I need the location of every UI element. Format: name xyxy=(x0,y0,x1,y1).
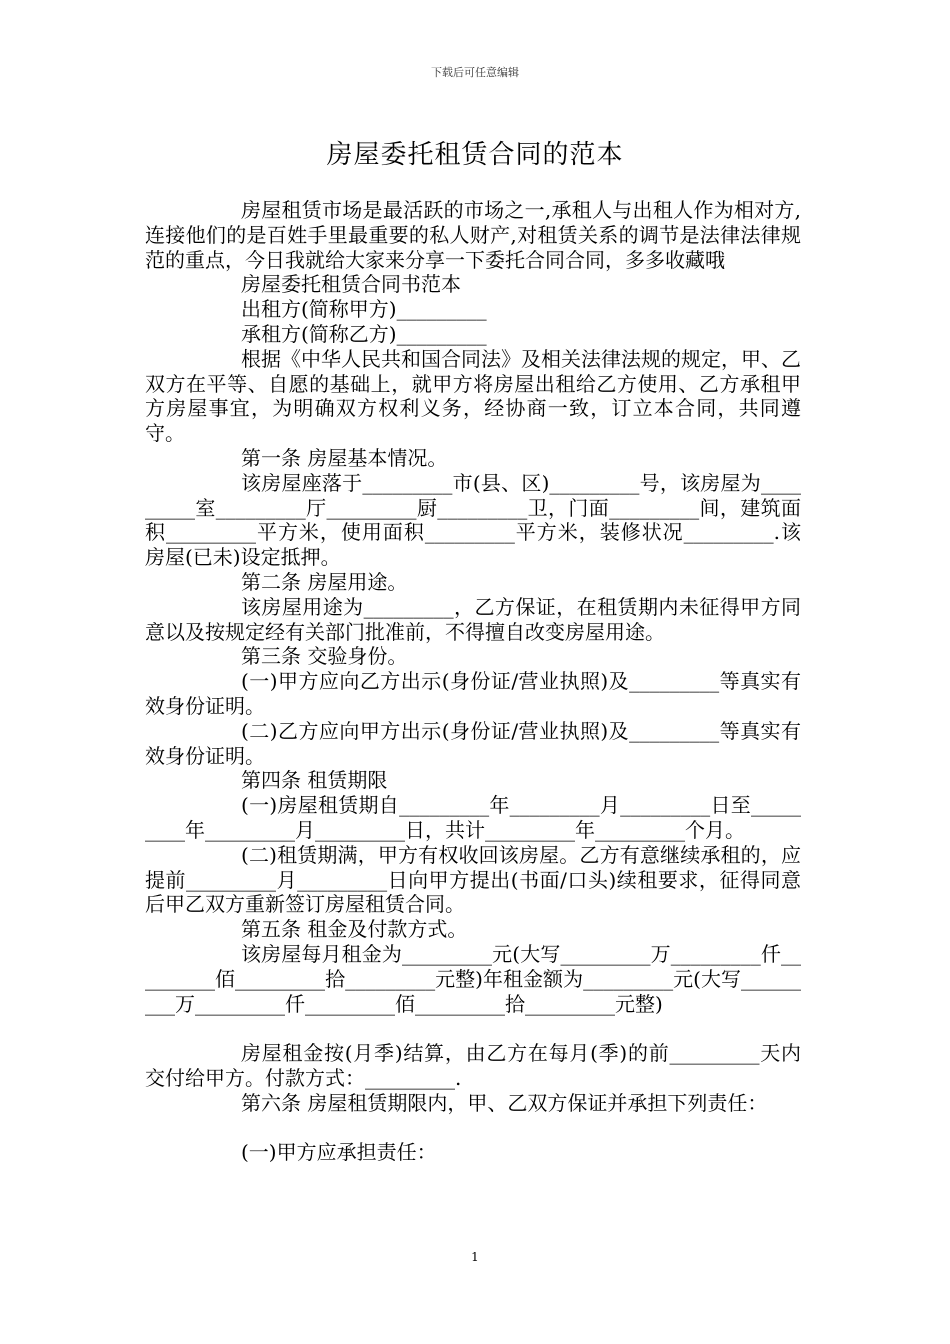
article-1-heading: 第一条 房屋基本情况。 xyxy=(241,445,448,470)
article-2-body: 该房屋用途为_________，乙方保证，在租赁期内未征得甲方同意以及按规定经有关部门批准前，不得擅自改变房屋用途。 xyxy=(145,594,801,644)
lessee-line: 承租方(简称乙方)_________ xyxy=(241,321,487,346)
document-body xyxy=(145,198,801,1165)
header-note: 下载后可任意编辑 xyxy=(431,66,519,79)
article-1-body: 该房屋座落于_________市(县、区)_________号，该房屋为_________室_________厅_________厨_________卫，门面_________间，建筑面积_________平方米，使用面积_________平方米，装修状况_________.该房屋(已未)设定抵押。 xyxy=(145,470,801,570)
article-3-clause-2: (二)乙方应向甲方出示(身份证/营业执照)及_________等真实有效身份证明。 xyxy=(145,718,801,768)
article-4-clause-1: (一)房屋租赁期自_________年_________月_________日至_________年_________月_________日，共计_________年_________个月。 xyxy=(145,793,801,842)
contract-subtitle: 房屋委托租赁合同书范本 xyxy=(241,272,461,297)
article-6-heading: 第六条 房屋租赁期限内，甲、乙双方保证并承担下列责任： xyxy=(241,1090,768,1115)
page-number: 1 xyxy=(471,1250,479,1264)
article-6-clause-1: (一)甲方应承担责任： xyxy=(241,1140,437,1165)
document-title: 房屋委托租赁合同的范本 xyxy=(326,140,624,170)
article-2-heading: 第二条 房屋用途。 xyxy=(241,569,408,594)
intro-paragraph: 房屋租赁市场是最活跃的市场之一,承租人与出租人作为相对方,连接他们的是百姓手里最重要的私人财产,对租赁关系的调节是法律法律规范的重点，今日我就给大家来分享一下委托合同合同，多多收藏哦 xyxy=(145,198,801,272)
article-5-rent: 该房屋每月租金为_________元(大写_________万_________仟_________佰_________拾_________元整)年租金额为_________元(大写_________万_________仟_________佰_________拾_________元整) xyxy=(145,941,801,1016)
lessor-line: 出租方(简称甲方)_________ xyxy=(241,297,487,322)
article-3-heading: 第三条 交验身份。 xyxy=(241,644,408,669)
article-4-clause-2: (二)租赁期满，甲方有权收回该房屋。乙方有意继续承租的，应提前_________月_________日向甲方提出(书面/口头)续租要求，征得同意后甲乙双方重新签订房屋租赁合同。 xyxy=(145,842,801,917)
article-5-heading: 第五条 租金及付款方式。 xyxy=(241,917,468,942)
article-5-payment: 房屋租金按(月季)结算，由乙方在每月(季)的前_________天内交付给甲方。付款方式：_________. xyxy=(145,1041,801,1090)
preamble-paragraph: 根据《中华人民共和国合同法》及相关法律法规的规定，甲、乙双方在平等、自愿的基础上，就甲方将房屋出租给乙方使用、乙方承租甲方房屋事宜，为明确双方权利义务，经协商一致，订立本合同，共同遵守。 xyxy=(145,346,801,446)
article-4-heading: 第四条 租赁期限 xyxy=(241,768,388,793)
article-3-clause-1: (一)甲方应向乙方出示(身份证/营业执照)及_________等真实有效身份证明。 xyxy=(145,669,801,718)
